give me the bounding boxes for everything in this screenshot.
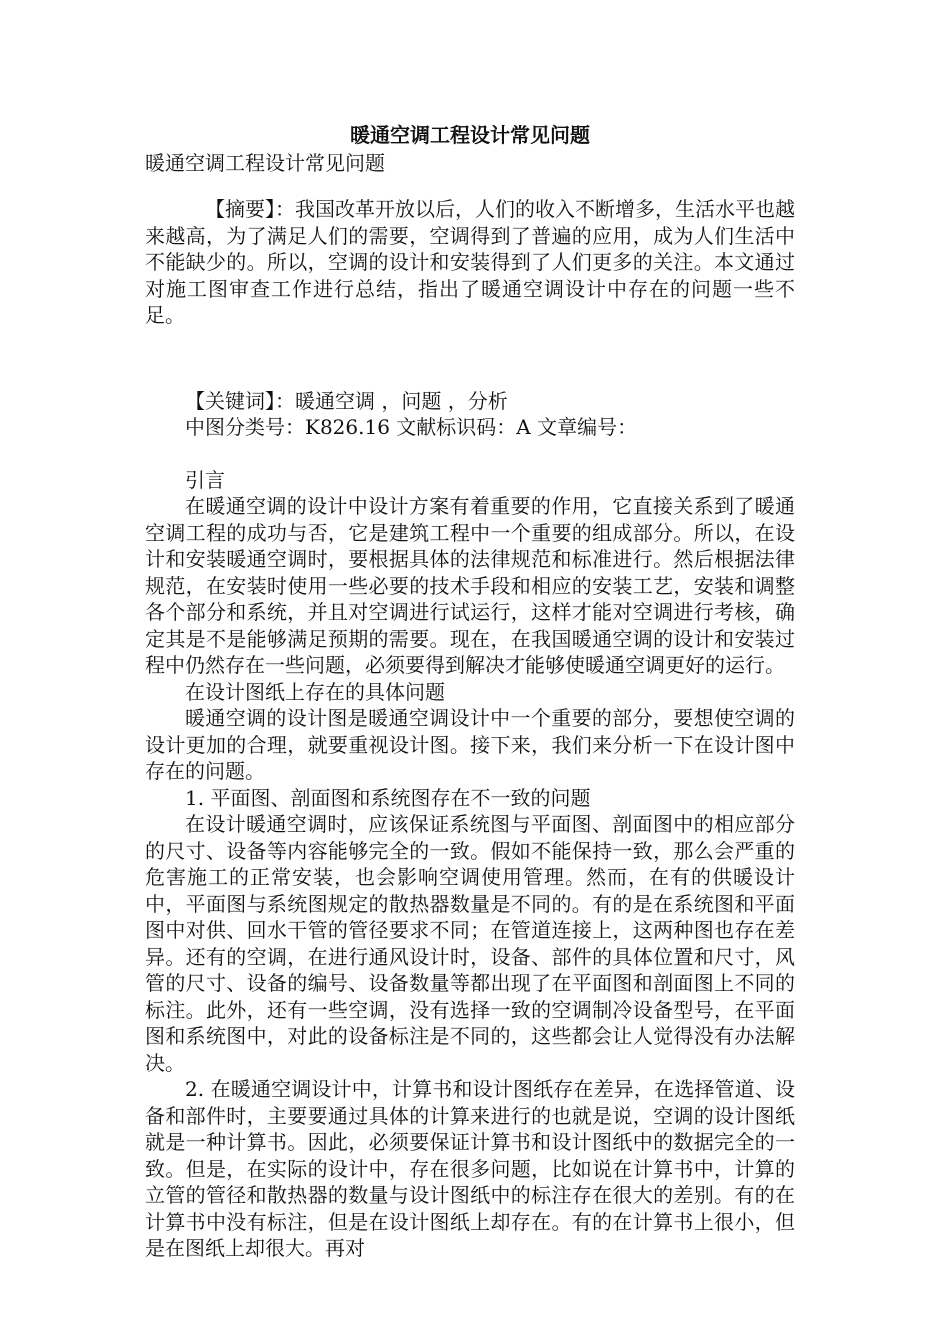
classification-line: 中图分类号：K826.16 文献标识码：A 文章编号： bbox=[185, 415, 638, 439]
section-heading: 在设计图纸上存在的具体问题 bbox=[185, 679, 445, 704]
keywords-line: 【关键词】：暖通空调 ，问题 ，分析 bbox=[185, 388, 508, 413]
document-page bbox=[145, 118, 795, 1262]
item2-paragraph: 2. 在暖通空调设计中，计算书和设计图纸存在差异，在选择管道、设备和部件时，主要要通过具体的计算来进行的也就是说，空调的设计图纸就是一种计算书。因此，必须要保证计算书和设计图纸中的数据完全的一致。但是，在实际的设计中，存在很多问题，比如说在计算书中，计算的立管的管径和散热器的数量与设计图纸中的标注存在很大的差别。有的在计算书中没有标注，但是在设计图纸上却存在。有的在计算书上很小，但是在图纸上却很大。再对 bbox=[145, 1077, 795, 1260]
item1-paragraph: 在设计暖通空调时，应该保证系统图与平面图、剖面图中的相应部分的尺寸、设备等内容能够完全的一致。假如不能保持一致，那么会严重的危害施工的正常安装，也会影响空调使用管理。然而，在有的供暖设计中，平面图与系统图规定的散热器数量是不同的。有的是在系统图和平面图中对供、回水干管的管径要求不同；在管道连接上，这两种图也存在差异。还有的空调，在进行通风设计时，设备、部件的具体位置和尺寸，风管的尺寸、设备的编号、设备数量等都出现了在平面图和剖面图上不同的标注。此外，还有一些空调，没有选择一致的空调制冷设备型号，在平面图和系统图中，对此的设备标注是不同的，这些都会让人觉得没有办法解决。 bbox=[145, 812, 795, 1075]
intro-paragraph: 在暖通空调的设计中设计方案有着重要的作用，它直接关系到了暖通空调工程的成功与否，它是建筑工程中一个重要的组成部分。所以，在设计和安装暖通空调时，要根据具体的法律规范和标准进行。然后根据法律规范，在安装时使用一些必要的技术手段和相应的安装工艺，安装和调整各个部分和系统，并且对空调进行试运行，这样才能对空调进行考核，确定其是不是能够满足预期的需要。现在，在我国暖通空调的设计和安装过程中仍然存在一些问题，必须要得到解决才能够使暖通空调更好的运行。 bbox=[145, 494, 795, 677]
document-title: 暖通空调工程设计常见问题 bbox=[350, 123, 590, 147]
document-subtitle: 暖通空调工程设计常见问题 bbox=[145, 151, 385, 175]
intro-heading: 引言 bbox=[185, 467, 225, 492]
abstract-paragraph: 【摘要】：我国改革开放以后，人们的收入不断增多，生活水平也越来越高，为了满足人们的需要，空调得到了普遍的应用，成为人们生活中不能缺少的。所以，空调的设计和安装得到了人们更多的关注。本文通过对施工图审查工作进行总结，指出了暖通空调设计中存在的问题一些不足。 bbox=[145, 197, 795, 327]
section-paragraph: 暖通空调的设计图是暖通空调设计中一个重要的部分，要想使空调的设计更加的合理，就要重视设计图。接下来，我们来分析一下在设计图中存在的问题。 bbox=[145, 706, 795, 783]
item1-heading: 1. 平面图、剖面图和系统图存在不一致的问题 bbox=[185, 785, 591, 810]
